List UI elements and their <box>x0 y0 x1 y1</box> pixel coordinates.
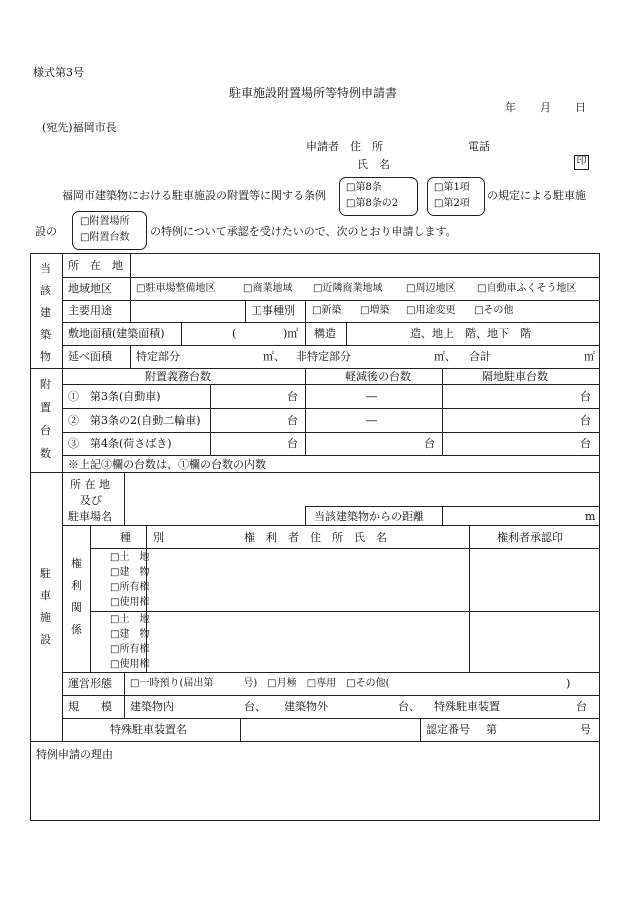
count-section-label-4: 数 <box>40 447 51 460</box>
total-label: 合計 <box>469 350 491 363</box>
approval-header: 権利者承認印 <box>497 531 563 544</box>
cert-unit: 号 <box>580 723 591 736</box>
rights2-building[interactable]: □建 物 <box>110 629 150 640</box>
parking-section-label-2: 車 <box>40 589 51 602</box>
main-use-label: 主要用途 <box>68 304 112 317</box>
work-other[interactable]: □その他 <box>474 305 514 316</box>
count-row-1-remote: 台 <box>580 390 591 403</box>
zone-label: 地域地区 <box>68 282 112 295</box>
scale-outside-unit: 台、 <box>398 700 420 713</box>
structure-label: 構造 <box>314 327 336 340</box>
distance-unit: m <box>585 510 596 523</box>
count-section-label-3: 台 <box>40 424 51 437</box>
article-option-8[interactable]: □第8条 <box>346 182 382 193</box>
cert-label: 認定番号 <box>426 723 470 736</box>
parking-section-label-4: 設 <box>40 633 51 646</box>
form-title: 駐車施設附置場所等特例申請書 <box>229 86 398 100</box>
zone-peripheral[interactable]: □周辺地区 <box>406 283 456 294</box>
site-area-paren-open: ( <box>232 327 237 340</box>
reason-label: 特例申請の理由 <box>36 748 113 761</box>
applicant-address-label: 住 所 <box>350 140 383 153</box>
count-row-3-remote: 台 <box>580 437 591 450</box>
count-row-1-label: ① 第3条(自動車) <box>68 390 161 403</box>
count-row-3-label: ③ 第4条(荷さばき) <box>68 437 172 450</box>
nonspecific-part-unit: ㎡、 <box>434 350 456 363</box>
rights-label-3: 関 <box>71 601 82 614</box>
floor-area-label: 延べ面積 <box>68 350 112 363</box>
target-option-count[interactable]: □附置台数 <box>80 232 130 243</box>
reason-input[interactable] <box>31 762 597 818</box>
rights2-ownership[interactable]: □所有権 <box>110 644 150 655</box>
date-day: 日 <box>575 101 586 114</box>
applicant-label: 申請者 <box>306 140 339 153</box>
work-type-label: 工事種別 <box>251 304 295 317</box>
kind-header: 種 別 <box>120 531 164 544</box>
date-year: 年 <box>505 101 516 114</box>
intro-text-4: の特例について承認を受けたいので、次のとおり申請します。 <box>150 225 457 238</box>
count-section-label-2: 置 <box>40 401 51 414</box>
distance-label: 当該建築物からの距離 <box>314 510 424 523</box>
rights2-land[interactable]: □土 地 <box>110 614 150 625</box>
rights2-usage[interactable]: □使用権 <box>110 659 150 670</box>
target-option-location[interactable]: □附置場所 <box>80 216 130 227</box>
building-section-label-3: 建 <box>40 306 51 319</box>
zone-parking-district[interactable]: □駐車場整備地区 <box>136 283 216 294</box>
building-section-label-5: 物 <box>40 350 51 363</box>
paragraph-option-1[interactable]: □第1項 <box>434 182 470 193</box>
seal-mark: 印 <box>574 155 589 170</box>
intro-text-1: 福岡市建築物における駐車施設の附置等に関する条例 <box>62 189 326 202</box>
rights-label-2: 利 <box>71 579 82 592</box>
applicant-name-label: 氏 名 <box>357 158 390 171</box>
scale-inside-label: 建築物内 <box>130 700 174 713</box>
operation-options[interactable]: □一時預り(届出第 号) □月極 □専用 □その他( <box>130 678 390 689</box>
addressee: (宛先)福岡市長 <box>42 121 117 134</box>
count-section-label-1: 附 <box>40 378 51 391</box>
device-name-input[interactable] <box>241 719 419 740</box>
col-required-header: 附置義務台数 <box>145 370 211 383</box>
cert-prefix: 第 <box>486 723 497 736</box>
paragraph-option-2[interactable]: □第2項 <box>434 198 470 209</box>
count-note: ※上記③欄の台数は、①欄の台数の内数 <box>68 458 266 471</box>
operation-close-paren: ) <box>566 677 571 690</box>
parking-section-label-3: 施 <box>40 611 51 624</box>
work-use-change[interactable]: □用途変更 <box>406 305 456 316</box>
zone-neighborhood-commercial[interactable]: □近隣商業地域 <box>313 283 383 294</box>
intro-text-2: の規定による駐車施 <box>487 189 586 202</box>
count-row-2-label: ② 第3条の2(自動二輪車) <box>68 414 201 427</box>
holder-header: 権 利 者 住 所 氏 名 <box>244 531 387 544</box>
specific-part-unit: ㎡、 <box>263 350 285 363</box>
work-new[interactable]: □新築 <box>312 305 342 316</box>
building-location-input[interactable] <box>131 254 597 276</box>
main-use-input[interactable] <box>131 301 244 321</box>
col-remote-header: 隔地駐車台数 <box>482 370 548 383</box>
count-row-2-remote: 台 <box>580 414 591 427</box>
building-location-label: 所 在 地 <box>68 259 123 272</box>
special-device-unit: 台 <box>576 700 587 713</box>
building-section-label-1: 当 <box>40 262 51 275</box>
form-number: 様式第3号 <box>33 66 84 79</box>
count-row-1-unit: 台 <box>287 390 298 403</box>
count-row-2-unit: 台 <box>287 414 298 427</box>
count-row-1-reduced: ― <box>366 390 377 403</box>
count-row-3-reduced: 台 <box>424 437 435 450</box>
count-row-2-reduced: ― <box>366 414 377 427</box>
rights1-usage[interactable]: □使用権 <box>110 597 150 608</box>
parking-location-label-2: 及び <box>80 494 102 507</box>
building-section-label-2: 該 <box>40 284 51 297</box>
count-row-3-unit: 台 <box>287 437 298 450</box>
rights-label-1: 権 <box>71 557 82 570</box>
building-section-label-4: 築 <box>40 328 51 341</box>
col-reduced-header: 軽減後の台数 <box>345 370 411 383</box>
rights1-building[interactable]: □建 物 <box>110 567 150 578</box>
parking-section-label-1: 駐 <box>40 567 51 580</box>
scale-label: 規 模 <box>68 700 112 713</box>
intro-text-3: 設の <box>35 225 57 238</box>
site-area-unit: )㎡ <box>283 327 299 340</box>
scale-inside-unit: 台、 <box>244 700 266 713</box>
specific-part-label: 特定部分 <box>136 350 180 363</box>
site-area-label: 敷地面積(建築面積) <box>68 327 165 340</box>
work-extension[interactable]: □増築 <box>360 305 390 316</box>
rights1-ownership[interactable]: □所有権 <box>110 582 150 593</box>
zone-commercial[interactable]: □商業地域 <box>243 283 293 294</box>
applicant-phone-label: 電話 <box>468 140 490 153</box>
date-month: 月 <box>540 101 551 114</box>
operation-label: 運営形態 <box>68 677 112 690</box>
rights1-land[interactable]: □土 地 <box>110 552 150 563</box>
total-unit: ㎡ <box>584 350 595 363</box>
parking-location-label-1: 所 在 地 <box>70 478 110 491</box>
zone-congested[interactable]: □自動車ふくそう地区 <box>477 283 577 294</box>
device-name-label: 特殊駐車装置名 <box>110 723 187 736</box>
structure-value: 造、地上 階、地下 階 <box>410 327 531 340</box>
nonspecific-part-label: 非特定部分 <box>296 350 351 363</box>
article-option-8-2[interactable]: □第8条の2 <box>346 198 399 209</box>
scale-outside-label: 建築物外 <box>284 700 328 713</box>
parking-location-label-3: 駐車場名 <box>68 510 112 523</box>
special-device-label: 特殊駐車装置 <box>434 700 500 713</box>
rights-label-4: 係 <box>71 623 82 636</box>
